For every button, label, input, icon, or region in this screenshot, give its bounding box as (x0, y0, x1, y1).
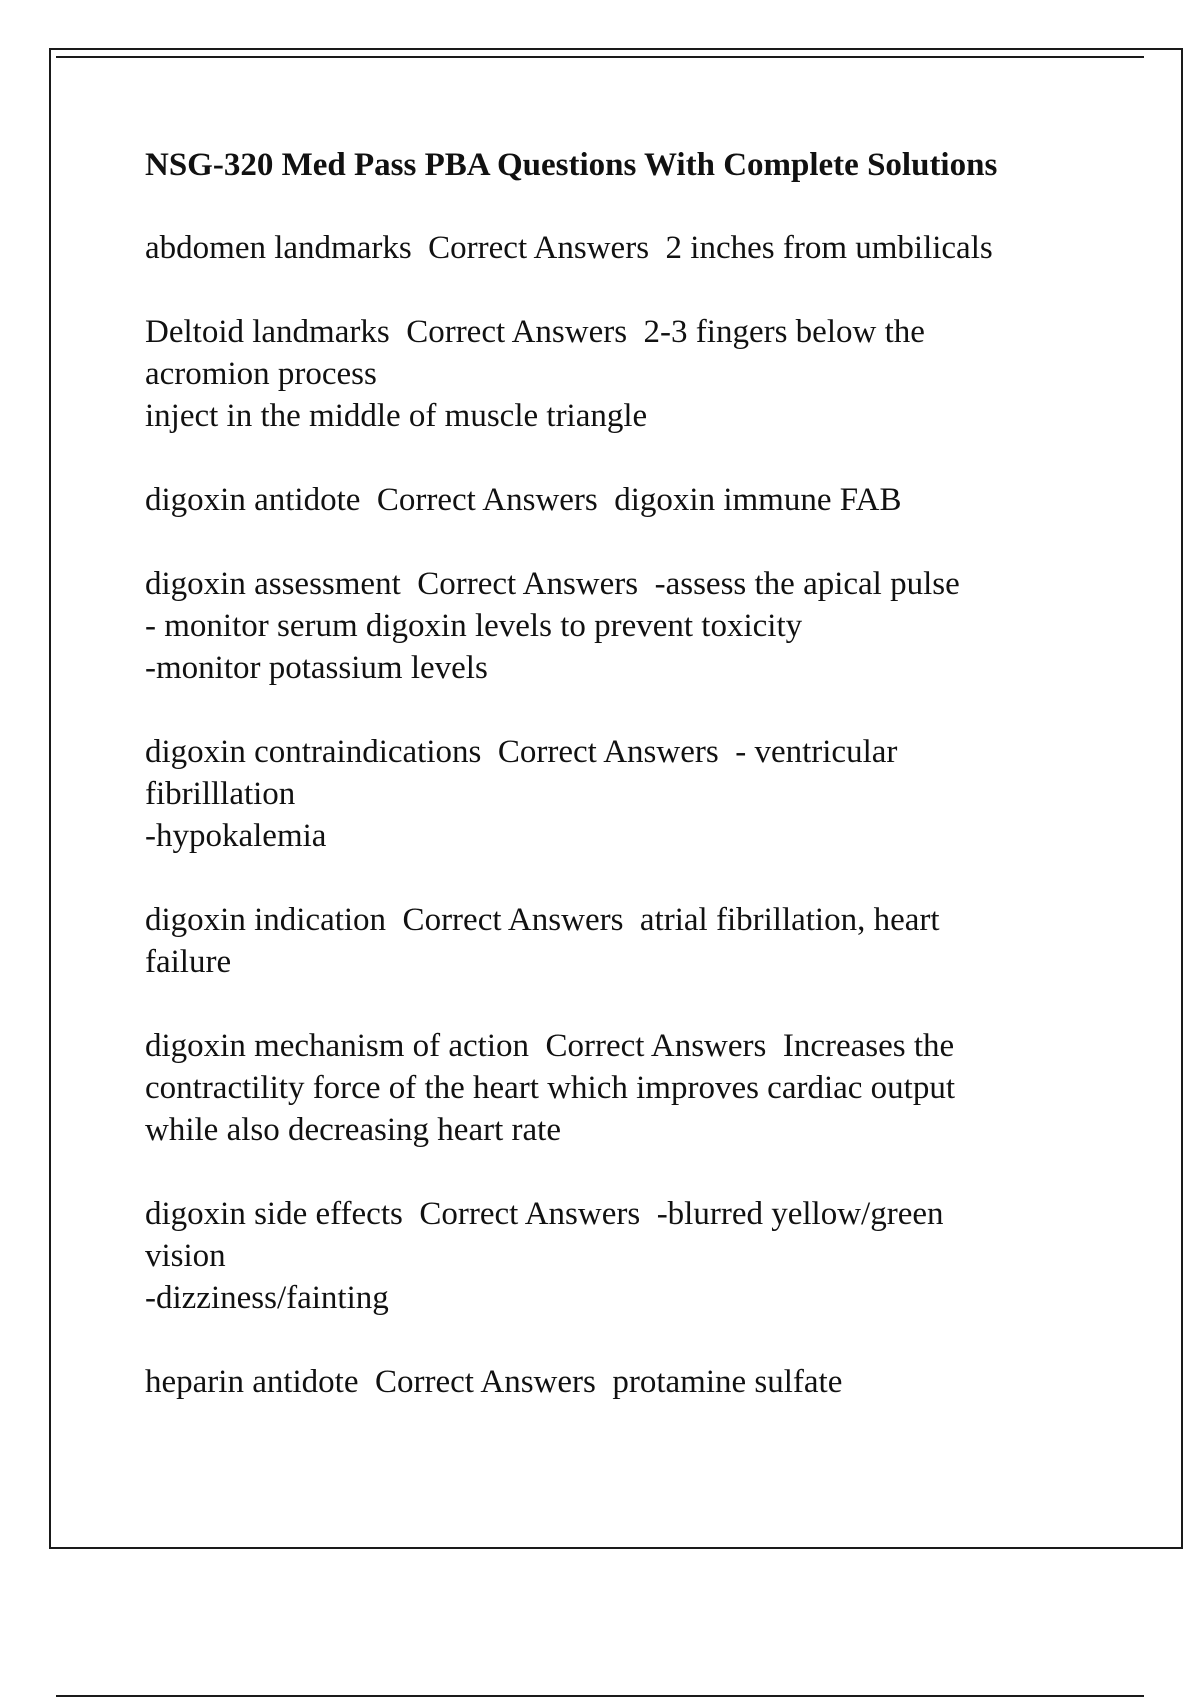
qa-line: - monitor serum digoxin levels to prevent toxicity (145, 608, 803, 644)
document-title: NSG-320 Med Pass PBA Questions With Complete Solutions (145, 147, 998, 183)
qa-entry (145, 227, 1105, 269)
qa-entry (145, 1193, 1105, 1319)
qa-line: vision (145, 1238, 226, 1274)
qa-line: fibrilllation (145, 776, 296, 812)
qa-entry (145, 899, 1105, 983)
qa-line: contractility force of the heart which improves cardiac output (145, 1070, 956, 1106)
qa-entry (145, 311, 1105, 437)
qa-line: digoxin contraindications Correct Answers - ventricular (145, 734, 898, 770)
qa-line: -monitor potassium levels (145, 650, 488, 686)
footer-rule (56, 1695, 1144, 1697)
qa-line: -hypokalemia (145, 818, 327, 854)
qa-line: digoxin antidote Correct Answers digoxin immune FAB (145, 482, 902, 518)
qa-entry (145, 731, 1105, 857)
qa-line: acromion process (145, 356, 377, 392)
document-body (145, 143, 1105, 1445)
qa-line: digoxin mechanism of action Correct Answers Increases the (145, 1028, 955, 1064)
qa-line: heparin antidote Correct Answers protamine sulfate (145, 1364, 843, 1400)
qa-entry (145, 1025, 1105, 1151)
qa-line: Deltoid landmarks Correct Answers 2-3 fingers below the (145, 314, 925, 350)
qa-entry (145, 563, 1105, 689)
qa-line: inject in the middle of muscle triangle (145, 398, 648, 434)
header-rule (56, 56, 1144, 58)
qa-entry (145, 1361, 1105, 1403)
qa-line: digoxin assessment Correct Answers -assess the apical pulse (145, 566, 960, 602)
qa-line: digoxin indication Correct Answers atrial fibrillation, heart (145, 902, 940, 938)
qa-line: digoxin side effects Correct Answers -blurred yellow/green (145, 1196, 944, 1232)
qa-line: failure (145, 944, 232, 980)
qa-line: while also decreasing heart rate (145, 1112, 561, 1148)
qa-line: -dizziness/fainting (145, 1280, 389, 1316)
qa-entry (145, 479, 1105, 521)
qa-line: abdomen landmarks Correct Answers 2 inches from umbilicals (145, 230, 993, 266)
